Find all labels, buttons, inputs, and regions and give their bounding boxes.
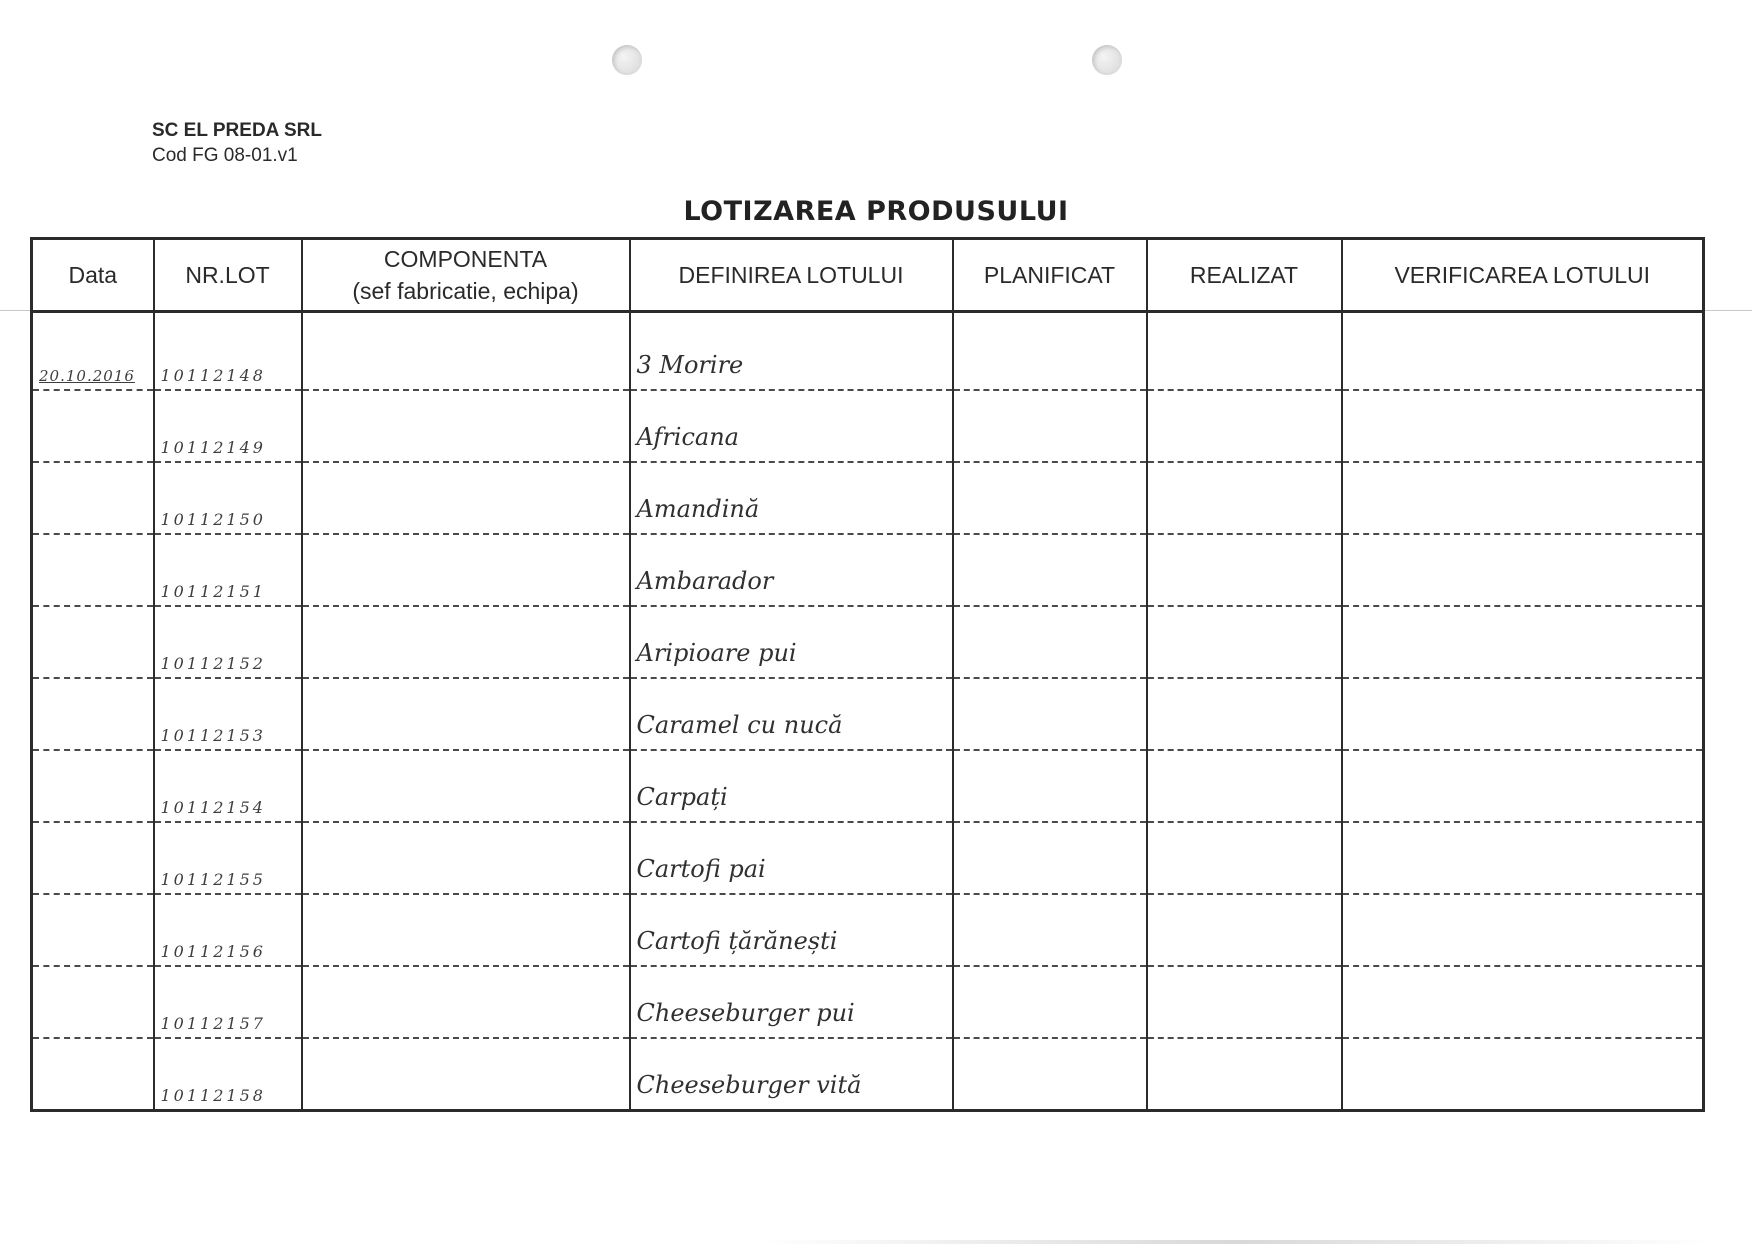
cell-nr-lot-text: 10112153 <box>160 726 266 745</box>
table-row <box>32 390 1704 462</box>
company-header <box>152 118 322 168</box>
table-row <box>32 606 1704 678</box>
cell-definirea-text: 3 Morire <box>636 351 744 379</box>
cell-definirea <box>630 1038 953 1111</box>
cell-nr-lot-text: 10112149 <box>160 438 266 457</box>
cell-planificat <box>953 1038 1147 1111</box>
cell-verificarea <box>1342 534 1704 606</box>
table-row <box>32 1038 1704 1111</box>
cell-realizat <box>1147 822 1342 894</box>
cell-nr-lot-text: 10112148 <box>160 366 266 385</box>
company-name: SC EL PREDA SRL <box>152 120 322 141</box>
cell-nr-lot <box>154 312 302 391</box>
cell-nr-lot-text: 10112154 <box>160 798 266 817</box>
cell-planificat <box>953 678 1147 750</box>
cell-realizat <box>1147 606 1342 678</box>
cell-componenta <box>302 606 630 678</box>
cell-componenta <box>302 312 630 391</box>
cell-verificarea <box>1342 966 1704 1038</box>
cell-verificarea <box>1342 822 1704 894</box>
cell-definirea-text: Cheeseburger vită <box>636 1071 862 1099</box>
cell-componenta <box>302 678 630 750</box>
table-row <box>32 678 1704 750</box>
cell-definirea-text: Carpați <box>636 783 728 811</box>
table-row <box>32 822 1704 894</box>
cell-data <box>32 462 154 534</box>
cell-definirea-text: Aripioare pui <box>636 639 797 667</box>
table-row <box>32 462 1704 534</box>
cell-realizat <box>1147 1038 1342 1111</box>
cell-definirea-text: Caramel cu nucă <box>636 711 843 739</box>
cell-componenta <box>302 462 630 534</box>
cell-componenta <box>302 822 630 894</box>
table-row <box>32 750 1704 822</box>
lot-table-body <box>32 312 1704 1111</box>
cell-nr-lot-text: 10112151 <box>160 582 266 601</box>
cell-nr-lot-text: 10112158 <box>160 1086 266 1105</box>
cell-realizat <box>1147 894 1342 966</box>
header-componenta-subtitle: (sef fabricatie, echipa) <box>352 278 579 304</box>
cell-data <box>32 750 154 822</box>
cell-realizat <box>1147 966 1342 1038</box>
cell-realizat <box>1147 390 1342 462</box>
cell-realizat <box>1147 534 1342 606</box>
cell-realizat <box>1147 462 1342 534</box>
table-row <box>32 534 1704 606</box>
cell-nr-lot-text: 10112152 <box>160 654 266 673</box>
cell-data <box>32 1038 154 1111</box>
cell-verificarea <box>1342 462 1704 534</box>
header-data: Data <box>32 239 154 312</box>
cell-realizat <box>1147 312 1342 391</box>
cell-definirea-text: Cheeseburger pui <box>636 999 855 1027</box>
cell-nr-lot <box>154 390 302 462</box>
cell-verificarea <box>1342 390 1704 462</box>
cell-definirea <box>630 822 953 894</box>
cell-nr-lot-text: 10112156 <box>160 942 266 961</box>
table-row <box>32 312 1704 391</box>
cell-nr-lot <box>154 462 302 534</box>
cell-nr-lot <box>154 750 302 822</box>
cell-definirea <box>630 678 953 750</box>
cell-definirea-text: Cartofi țărănești <box>636 927 838 955</box>
header-row <box>32 239 1704 312</box>
cell-data <box>32 966 154 1038</box>
cell-definirea <box>630 894 953 966</box>
cell-planificat <box>953 390 1147 462</box>
cell-nr-lot <box>154 894 302 966</box>
cell-definirea <box>630 390 953 462</box>
cell-verificarea <box>1342 1038 1704 1111</box>
cell-definirea-text: Cartofi pai <box>636 855 766 883</box>
header-nr-lot: NR.LOT <box>154 239 302 312</box>
cell-nr-lot <box>154 966 302 1038</box>
cell-definirea <box>630 312 953 391</box>
punch-hole-left <box>612 45 642 75</box>
cell-planificat <box>953 312 1147 391</box>
cell-planificat <box>953 966 1147 1038</box>
cell-verificarea <box>1342 606 1704 678</box>
page-title: LOTIZAREA PRODUSULUI <box>683 196 1069 227</box>
header-definirea: DEFINIREA LOTULUI <box>630 239 953 312</box>
cell-planificat <box>953 606 1147 678</box>
cell-verificarea <box>1342 894 1704 966</box>
cell-definirea <box>630 966 953 1038</box>
cell-definirea <box>630 750 953 822</box>
cell-verificarea <box>1342 750 1704 822</box>
cell-data <box>32 822 154 894</box>
header-componenta-title: COMPONENTA <box>383 246 548 272</box>
cell-definirea <box>630 462 953 534</box>
cell-planificat <box>953 894 1147 966</box>
cell-data-text: 20.10.2016 <box>39 367 135 385</box>
cell-nr-lot <box>154 1038 302 1111</box>
cell-data <box>32 534 154 606</box>
cell-componenta <box>302 390 630 462</box>
cell-realizat <box>1147 678 1342 750</box>
cell-componenta <box>302 750 630 822</box>
cell-componenta <box>302 534 630 606</box>
cell-nr-lot-text: 10112150 <box>160 510 266 529</box>
cell-planificat <box>953 534 1147 606</box>
cell-componenta <box>302 966 630 1038</box>
cell-verificarea <box>1342 678 1704 750</box>
cell-planificat <box>953 822 1147 894</box>
cell-planificat <box>953 750 1147 822</box>
header-realizat: REALIZAT <box>1147 239 1342 312</box>
cell-data <box>32 894 154 966</box>
cell-definirea-text: Africana <box>636 423 739 451</box>
cell-data <box>32 606 154 678</box>
cell-componenta <box>302 894 630 966</box>
cell-componenta <box>302 1038 630 1111</box>
cell-definirea <box>630 606 953 678</box>
cell-nr-lot <box>154 534 302 606</box>
cell-definirea <box>630 534 953 606</box>
table-row <box>32 966 1704 1038</box>
scan-artifact-smudge <box>760 1240 1710 1244</box>
cell-planificat <box>953 462 1147 534</box>
header-planificat: PLANIFICAT <box>953 239 1147 312</box>
cell-data <box>32 312 154 391</box>
cell-realizat <box>1147 750 1342 822</box>
table-row <box>32 894 1704 966</box>
cell-definirea-text: Amandină <box>636 495 760 523</box>
cell-nr-lot-text: 10112157 <box>160 1014 266 1033</box>
form-code: Cod FG 08-01.v1 <box>152 145 298 166</box>
punch-hole-right <box>1092 45 1122 75</box>
cell-definirea-text: Ambarador <box>636 567 774 595</box>
cell-data <box>32 678 154 750</box>
cell-nr-lot-text: 10112155 <box>160 870 266 889</box>
cell-data <box>32 390 154 462</box>
cell-nr-lot <box>154 606 302 678</box>
cell-nr-lot <box>154 678 302 750</box>
lot-table <box>30 237 1705 1112</box>
cell-nr-lot <box>154 822 302 894</box>
header-verificarea: VERIFICAREA LOTULUI <box>1342 239 1704 312</box>
cell-verificarea <box>1342 312 1704 391</box>
header-componenta <box>302 239 630 312</box>
